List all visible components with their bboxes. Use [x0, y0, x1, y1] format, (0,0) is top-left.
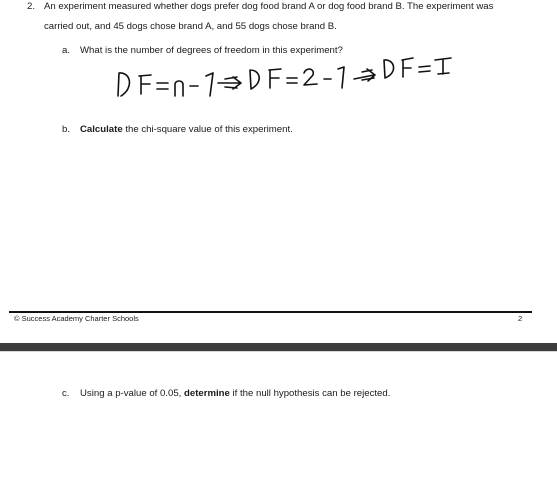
part-c-letter: c.	[62, 388, 70, 399]
part-b-rest: the chi-square value of this experiment.	[122, 124, 293, 135]
footer-divider	[9, 311, 532, 313]
footer-copyright: © Success Academy Charter Schools	[14, 314, 139, 323]
question-text-line-2: carried out, and 45 dogs chose brand A, and 55 dogs chose brand B.	[44, 21, 337, 32]
question-number: 2.	[27, 1, 36, 12]
part-a-letter: a.	[62, 45, 71, 56]
question-text-line-1: An experiment measured whether dogs prefer dog food brand A or dog food brand B. The experiment was	[44, 1, 494, 12]
part-c-rest: if the null hypothesis can be rejected.	[229, 388, 391, 399]
footer-page-number: 2	[518, 314, 523, 323]
handwritten-answer	[112, 52, 462, 100]
part-c-lead: Using a p-value of 0.05,	[80, 388, 184, 399]
part-b-question	[80, 124, 293, 136]
page-break-shadow	[0, 351, 557, 352]
part-c-question	[80, 388, 390, 400]
part-b-letter: b.	[62, 124, 71, 135]
part-a-question: What is the number of degrees of freedom in this experiment?	[80, 45, 343, 56]
page-break-bar	[0, 343, 557, 351]
part-c-keyword: determine	[184, 388, 230, 399]
part-b-keyword: Calculate	[80, 124, 123, 135]
